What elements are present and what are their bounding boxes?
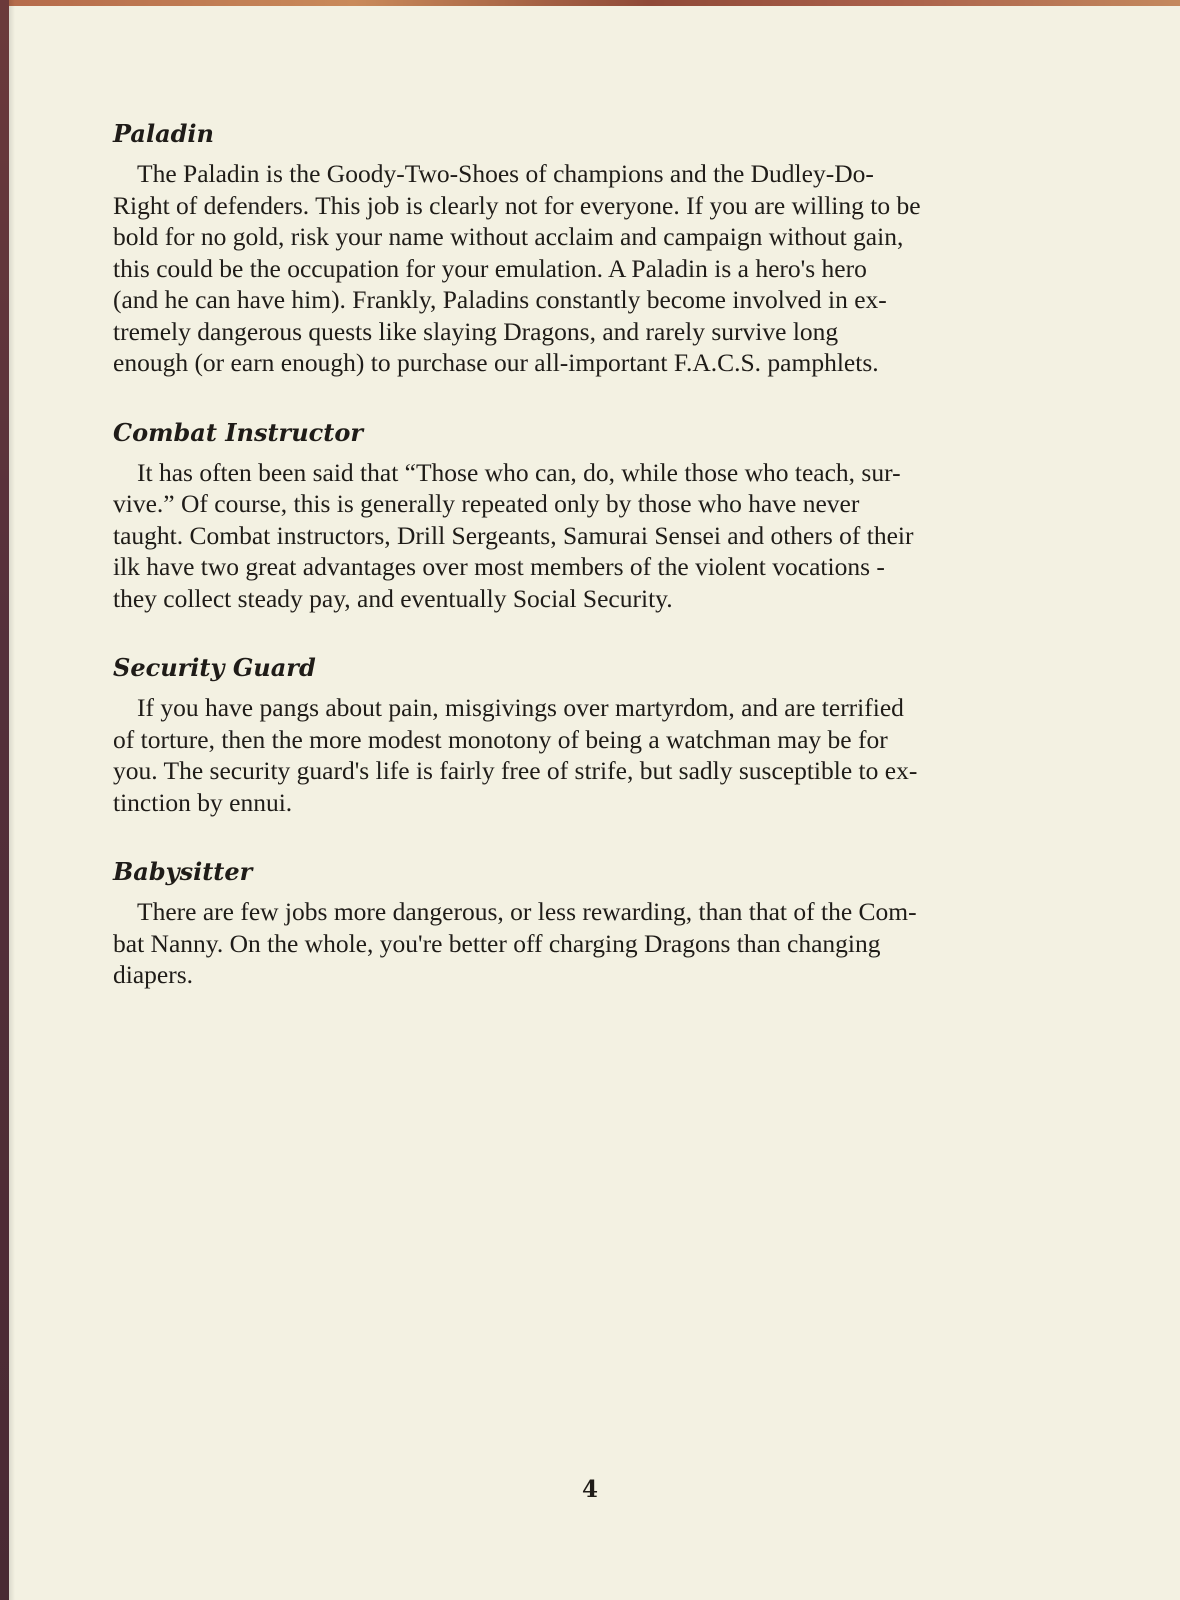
section-body: If you have pangs about pain, misgivings over martyrdom, and are terrified of torture, then the more modest monotony of being a watchman may be for you. The security guard's life is fairly free of strife, but sadly susceptible to ex- tinction by ennui. <box>113 693 918 817</box>
page-content <box>113 118 1093 991</box>
section-babysitter <box>113 856 1093 991</box>
section-heading: Paladin <box>113 119 214 148</box>
top-border-strip <box>0 0 1180 6</box>
section-body: The Paladin is the Goody-Two-Shoes of champions and the Dudley-Do- Right of defenders. This job is clearly not for everyone. If you are willing to be bold for no gold, risk your name without acclaim and campaign without gain, this could be the occupation for your emulation. A Paladin is a hero's hero (and he can have him). Frankly, Paladins constantly become involved in ex- tremely dangerous quests like slaying Dragons, and rarely survive long enough (or earn enough) to purchase our all-important F.A.C.S. pamphlets. <box>113 159 921 377</box>
section-heading: Babysitter <box>113 857 253 886</box>
section-combat-instructor <box>113 417 1093 615</box>
section-heading: Combat Instructor <box>113 417 363 447</box>
section-body: It has often been said that “Those who can, do, while those who teach, sur- vive.” Of course, this is generally repeated only by those who have never taught. Combat instructors, Drill Sergeants, Samurai Sensei and others of their ilk have two great advantages over most members of the violent vocations - they collect steady pay, and eventually Social Security. <box>113 457 914 613</box>
section-security-guard <box>113 652 1093 818</box>
section-paladin <box>113 118 1093 379</box>
section-heading: Security Guard <box>113 653 316 682</box>
left-edge-shadow <box>9 0 15 1600</box>
page-number: 4 <box>581 1476 598 1503</box>
section-body: There are few jobs more dangerous, or less rewarding, than that of the Com- bat Nanny. On the whole, you're better off charging Dragons than changing diapers. <box>113 897 917 989</box>
left-binding-edge <box>0 0 9 1600</box>
